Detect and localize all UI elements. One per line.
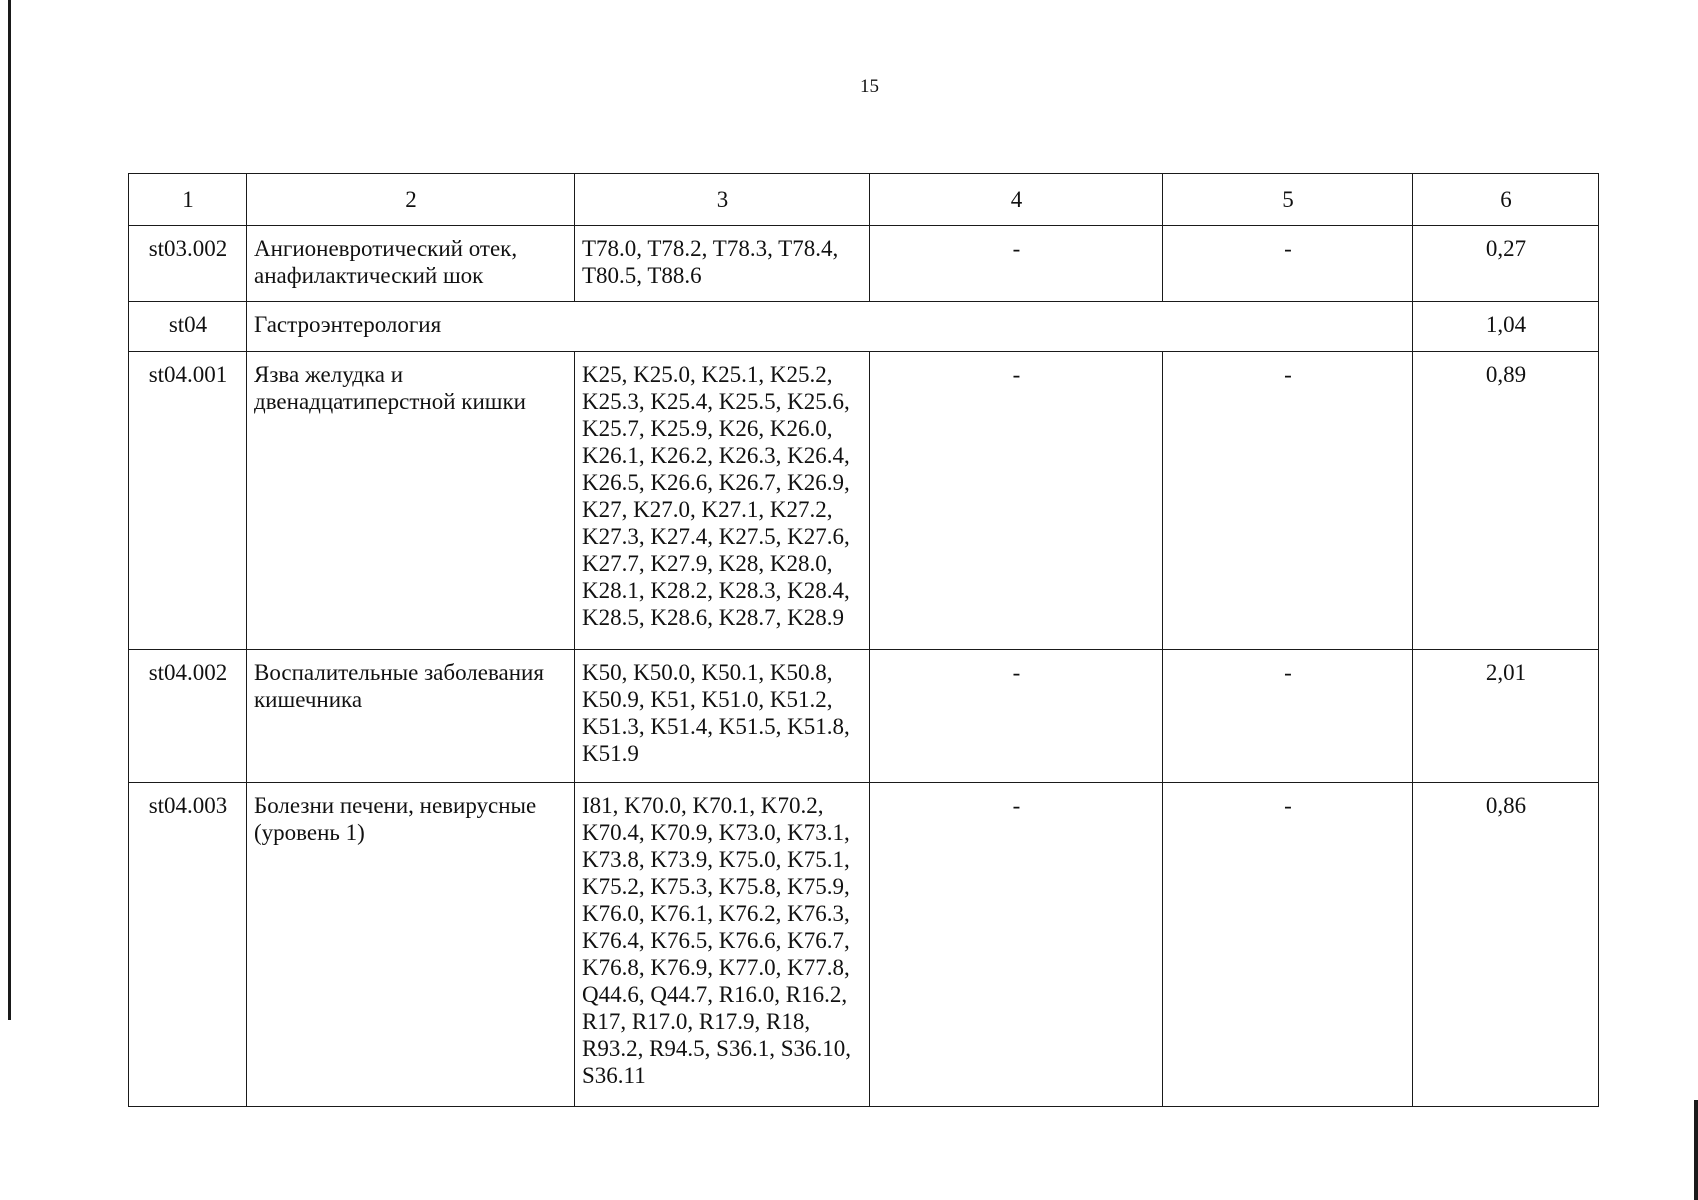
section-code: st04 [129, 302, 247, 352]
row-code: st04.003 [129, 783, 247, 1107]
row-coefficient: 0,89 [1413, 352, 1599, 650]
row-icd-codes: K25, K25.0, K25.1, K25.2, K25.3, K25.4, K25.5, K25.6, K25.7, K25.9, K26, K26.0, K26.1, K26.2, K26.3, K26.4, K26.5, K26.6, K26.7, K26.9, K27, K27.0, K27.1, K27.2, K27.3, K27.4, K27.5, K27.6, K27.7, K27.9, K28, K28.0, K28.1, K28.2, K28.3, K28.4, K28.5, K28.6, K28.7, K28.9 [575, 352, 870, 650]
row-col4: - [870, 226, 1163, 302]
column-header: 6 [1413, 174, 1599, 226]
row-name: Болезни печени, невирусные (уровень 1) [247, 783, 575, 1107]
section-name: Гастроэнтерология [247, 302, 1413, 352]
row-col4: - [870, 650, 1163, 783]
column-header: 1 [129, 174, 247, 226]
scan-edge-left [8, 0, 11, 1020]
row-icd-codes: T78.0, T78.2, T78.3, T78.4, T80.5, T88.6 [575, 226, 870, 302]
page-number: 15 [860, 76, 879, 97]
row-name: Ангионевротический отек, анафилактический шок [247, 226, 575, 302]
row-code: st04.002 [129, 650, 247, 783]
row-col4: - [870, 352, 1163, 650]
table-row [129, 226, 1599, 302]
column-header: 5 [1163, 174, 1413, 226]
row-code: st03.002 [129, 226, 247, 302]
row-col5: - [1163, 352, 1413, 650]
table-row [129, 650, 1599, 783]
column-header: 3 [575, 174, 870, 226]
row-name: Язва желудка и двенадцатиперстной кишки [247, 352, 575, 650]
row-coefficient: 2,01 [1413, 650, 1599, 783]
row-col4: - [870, 783, 1163, 1107]
row-col5: - [1163, 226, 1413, 302]
table-row [129, 783, 1599, 1107]
row-col5: - [1163, 650, 1413, 783]
row-name: Воспалительные заболевания кишечника [247, 650, 575, 783]
tariff-table [128, 173, 1599, 1107]
row-col5: - [1163, 783, 1413, 1107]
column-header: 4 [870, 174, 1163, 226]
section-coefficient: 1,04 [1413, 302, 1599, 352]
row-icd-codes: I81, K70.0, K70.1, K70.2, K70.4, K70.9, K73.0, K73.1, K73.8, K73.9, K75.0, K75.1, K75.2, K75.3, K75.8, K75.9, K76.0, K76.1, K76.2, K76.3, K76.4, K76.5, K76.6, K76.7, K76.8, K76.9, K77.0, K77.8, Q44.6, Q44.7, R16.0, R16.2, R17, R17.0, R17.9, R18, R93.2, R94.5, S36.1, S36.10, S36.11 [575, 783, 870, 1107]
table-row [129, 352, 1599, 650]
row-coefficient: 0,27 [1413, 226, 1599, 302]
row-coefficient: 0,86 [1413, 783, 1599, 1107]
scan-edge-right [1694, 1100, 1698, 1200]
section-row [129, 302, 1599, 352]
column-header: 2 [247, 174, 575, 226]
row-code: st04.001 [129, 352, 247, 650]
table-header-row [129, 174, 1599, 226]
row-icd-codes: K50, K50.0, K50.1, K50.8, K50.9, K51, K51.0, K51.2, K51.3, K51.4, K51.5, K51.8, K51.9 [575, 650, 870, 783]
